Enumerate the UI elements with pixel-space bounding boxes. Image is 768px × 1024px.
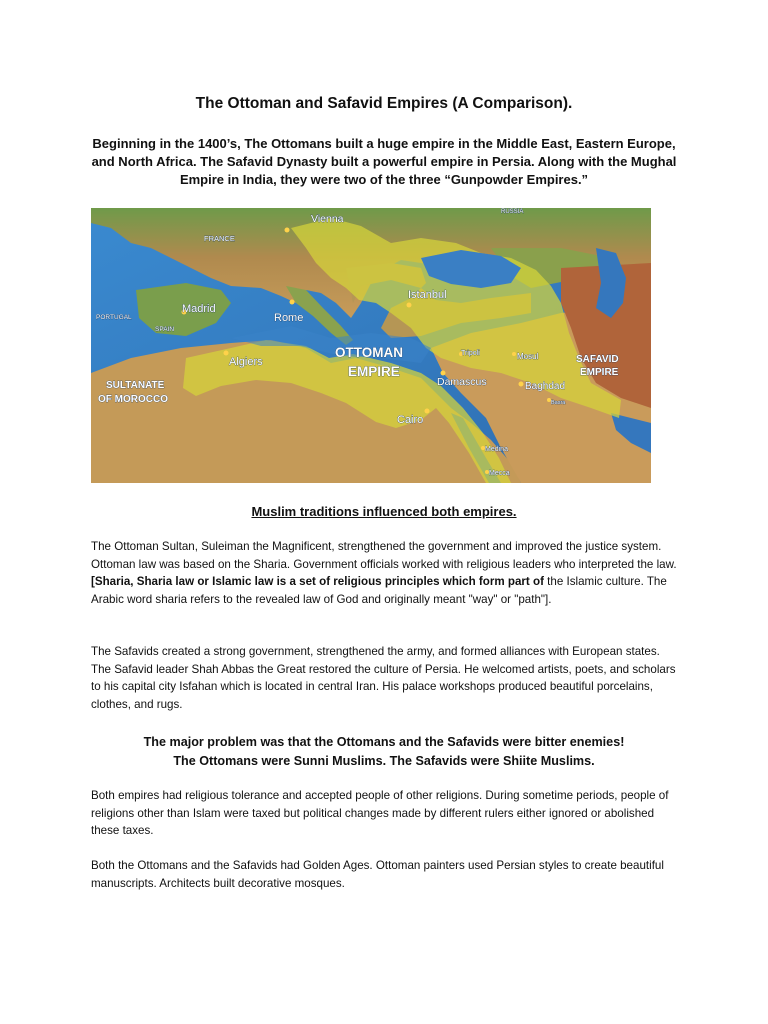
- map-label-spain: SPAIN: [155, 326, 175, 333]
- map-label-rome: Rome: [274, 312, 304, 324]
- map-label-morocco-2: OF MOROCCO: [98, 394, 168, 405]
- section-subheading: [0, 504, 768, 519]
- damascus-dot: [441, 371, 446, 376]
- map-label-damascus: Damascus: [437, 376, 487, 388]
- map-label-istanbul: Istanbul: [408, 289, 447, 301]
- mosul-dot: [512, 352, 516, 356]
- map-label-basra: Basra: [551, 400, 566, 406]
- enemies-line-1: The major problem was that the Ottomans and the Safavids were bitter enemies!: [143, 735, 625, 749]
- intro-paragraph: Beginning in the 1400’s, The Ottomans built a huge empire in the Middle East, Eastern Europe, and North Africa. The Safavid Dynasty built a powerful empire in Persia. Along with the Mughal Empire in India, they were two of the three “Gunpowder Empires.”: [91, 136, 677, 187]
- map-label-ottoman-2: EMPIRE: [348, 364, 400, 379]
- section-subheading-text: Muslim traditions influenced both empires.: [251, 504, 517, 519]
- vienna-dot: [285, 228, 290, 233]
- paragraph-religious-tolerance: Both empires had religious tolerance and accepted people of other religions. During sometime periods, people of religions other than Islam were taxed but political changes made by different rulers either ignored or abolished these taxes.: [91, 789, 669, 837]
- map-label-cairo: Cairo: [397, 414, 424, 426]
- map-label-safavid-2: EMPIRE: [580, 367, 619, 378]
- cairo-dot: [425, 409, 430, 414]
- map-label-safavid-1: SAFAVID: [576, 354, 619, 365]
- map-label-russia: RUSSIA: [501, 209, 524, 215]
- sharia-definition-bold: [Sharia, Sharia law or Islamic law is a set of religious principles which form part of: [91, 575, 544, 588]
- istanbul-dot: [407, 303, 412, 308]
- map-label-portugal: PORTUGAL: [96, 314, 132, 321]
- sharia-definition-tail: the Islamic culture. The Arabic word sharia refers to the revealed law of God and originally meant "way" or "path"].: [91, 575, 667, 606]
- paragraph-ottoman-law: [91, 538, 681, 608]
- empires-map: [91, 208, 651, 483]
- rome-dot: [290, 300, 295, 305]
- map-label-france: FRANCE: [204, 234, 235, 243]
- map-label-ottoman-1: OTTOMAN: [335, 345, 403, 360]
- paragraph-ottoman-law-text: The Ottoman Sultan, Suleiman the Magnificent, strengthened the government and improved the justice system. Ottoman law was based on the Sharia. Government officials worked with religious leaders who interpreted the law.: [91, 540, 677, 571]
- enemies-statement: [0, 733, 768, 770]
- map-label-mecca: Mecca: [489, 470, 510, 477]
- map-label-vienna: Vienna: [311, 213, 344, 225]
- map-label-algiers: Algiers: [229, 356, 263, 368]
- map-label-mosul: Mosul: [517, 352, 539, 361]
- baghdad-dot: [519, 382, 524, 387]
- map-label-morocco-1: SULTANATE: [106, 380, 165, 391]
- map-label-baghdad: Baghdad: [525, 381, 566, 392]
- map-label-madrid: Madrid: [182, 303, 216, 315]
- algiers-dot: [224, 351, 229, 356]
- map-label-tripoli: Tripoli: [461, 350, 480, 357]
- enemies-line-2: The Ottomans were Sunni Muslims. The Safavids were Shiite Muslims.: [173, 753, 595, 768]
- page-title: The Ottoman and Safavid Empires (A Comparison).: [195, 95, 573, 112]
- paragraph-safavid-government: The Safavids created a strong government, strengthened the army, and formed alliances with European states. The Safavid leader Shah Abbas the Great restored the culture of Persia. He welcomed artists, poets, and scholars to his capital city Isfahan which is located in central Iran. His palace workshops produced beautiful porcelains, clothes, and rugs.: [91, 645, 676, 711]
- map-label-medina: Medina: [485, 446, 508, 453]
- paragraph-golden-ages: Both the Ottomans and the Safavids had Golden Ages. Ottoman painters used Persian styles to create beautiful manuscripts. Architects built decorative mosques.: [91, 859, 664, 890]
